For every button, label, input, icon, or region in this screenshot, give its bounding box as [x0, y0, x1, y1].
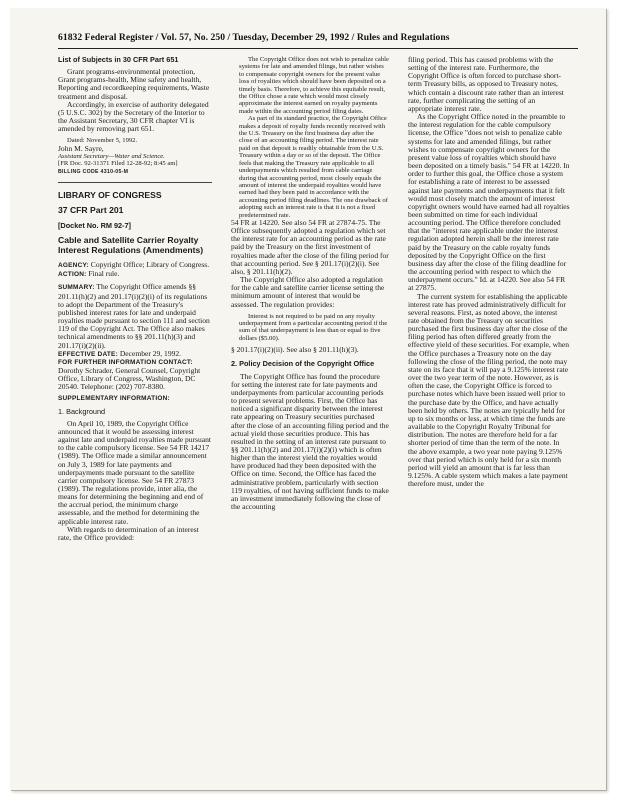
page-header: 61832 Federal Register / Vol. 57, No. 250 / Tuesday, December 29, 1992 / Rules and Regulations: [58, 32, 450, 43]
supplementary-label: SUPPLEMENTARY INFORMATION:: [58, 395, 170, 403]
col2-paragraph-4: The Copyright Office has found the procedure for setting the interest rate for late payments and underpayments from particular accounting periods to present several problems. First, the Office has noticed a significant disparity between the interest rate appearing on Treasury securities purchased after the close of an accounting filing period and the actual yield those securities produce. This has resulted in the setting of an interest rate pursuant to §§ 201.11(h)(2) and 201.17(i)(2)(i) which is often higher than the interest yield the royalties would have produced had they been deposited with the Office on time. Second, the Office has faced the administrative problem, particularly with section 119 royalties, of not having sufficient funds to make an investment immediately following the close of the accounting: [231, 371, 389, 512]
authority-text: Accordingly, in exercise of authority delegated (5 U.S.C. 302) by the Secretary of the Interior to the Assistant Secretary, 30 CFR chapter VI is amended by removing part 651.: [58, 99, 209, 134]
column-1: [58, 56, 212, 771]
col2-paragraph-3: § 201.17(i)(2)(ii). See also § 201.11(h)(3).: [231, 345, 359, 355]
block-quote-2: [231, 313, 389, 343]
column-3: [408, 56, 570, 771]
agency-label: AGENCY:: [58, 262, 89, 270]
background-heading: 1. Background: [58, 406, 106, 416]
quote-paragraph-2: As part of its standard practice, the Copyright Office makes a deposit of royalty funds recently received with the U.S. Treasury on the first business day after the close of an accounting filing period. The interest rate paid on that deposit is readily obtainable from the U.S. Treasury within a day or so of the deposit. The Office feels that making the Treasury rate applicable to all underpayments which resulted from cable carriage during that accounting period, most closely equals the amount of interest the underpaid royalties would have earned had they been paid in accordance with the accounting period filing deadlines. The one drawback of adopting such an interest rate is that it is not a fixed predetermined rate.: [239, 115, 388, 219]
agency-heading: LIBRARY OF CONGRESS: [58, 189, 162, 200]
block-quote-1: [231, 56, 389, 219]
col3-paragraph-1: filing period. This has caused problems with the setting of the interest rate. Furthermore, the Copyright Office is often forced to purchase short-term Treasury bills, as opposed to Treasury notes, which contain a discount rate rather than an interest rate, further complicating the setting of an appropriate interest rate.: [408, 56, 564, 113]
summary-text: The Copyright Office amends §§ 201.11(h)(2) and 201.17(i)(2)(i) of its regulations to adopt the Department of the Treasury's published interest rates for late and underpaid royalties made pursuant to section 111 and section 119 of the Copyright Act. The Office also makes technical amendments to §§ 201.11(h)(3) and 201.17(i)(2)(ii).: [58, 282, 210, 350]
col3-paragraph-3: The current system for establishing the applicable interest rate has proved administratively difficult for several reasons. First, as noted above, the interest rate obtained from the Treasury on securities purchased the first business day after the close of the filing period has often differed greatly from the effective yield of these securities. For example, when the Office purchases a Treasury note on the day following the close of the filing period, the note may state on its face that it will pay a 9.125% interest rate over the two year term of the note. However, as is often the case, the Copyright Office is forced to purchase notes which have been issued well prior to the purchase date by the Office, and have actually been held by others. The notes are typically held for up to six months or less, at which time the funds are available to the Copyright Royalty Tribunal for distribution. The notes are therefore held for a far shorter period of time than the term of the note. In the above example, a two year note paying 9.125% over that period which is only held for a six month period will yield an amount that is far less than 9.125%. A cable system which makes a late payment therefore must, under the: [408, 291, 570, 489]
background-paragraph-1: On April 10, 1989, the Copyright Office announced that it would be assessing interest against late and underpaid royalties made pursuant to the cable compulsory license. See 54 FR 14217 (1989). The Office made a similar announcement on July 3, 1989 for late payments and underpayments made pursuant to the satellite carrier compulsory license. See 54 FR 27873 (1989). The regulations provide, inter alia, the means for determining the beginning and end of the accrual period, the minimum charge assessable, and the method for determining the applicable interest rate.: [58, 418, 211, 526]
subjects-text: Grant programs-environmental protection, Grant programs-health, Mine safety and health, Reporting and recordkeeping requirements, Waste treatment and disposal.: [58, 67, 210, 101]
action-text: Final rule.: [88, 269, 120, 279]
cfr-part-heading: 37 CFR Part 201: [58, 205, 124, 216]
signer-title: Assistant Secretary—Water and Science.: [58, 152, 165, 160]
col3-paragraph-2: As the Copyright Office noted in the preamble to the interest regulation for the cable compulsory license, the Office "does not wish to penalize cable systems for late and amended filings, but rather wishes to compensate copyright owners for the present value loss of royalties which should have been deposited on a timely basis." 54 FR at 14220. In order to further this goal, the Office chose a system for establishing a rate of interest to be assessed against late payments and underpayments that it felt would most closely match the amount of interest copyright owners would have earned had all royalties been submitted on time for each individual accounting period. The Office therefore concluded that the "interest rate applicable under the interest regulation adopted herein shall be the interest rate paid by the Treasury on the cable royalty funds deposited by the Copyright Office on the first business day after the close of the filing deadline for the accounting period with respect to which the underpayment occurs." Id. at 14220. See also 54 FR at 27875.: [408, 112, 570, 293]
section-separator: [58, 182, 212, 183]
billing-code: BILLING CODE 4310-05-M: [58, 168, 129, 175]
col2-paragraph-1: 54 FR at 14220. See also 54 FR at 27874-75. The Office subsequently adopted a regulation which set the interest rate for an accounting period as the rate paid by the Treasury on the first investment of royalties made after the close of the filing period for that accounting period. See § 201.17(i)(2)(i). See also, § 201.11(h)(2).: [231, 217, 389, 276]
action-label: ACTION:: [58, 271, 87, 279]
column-2: [231, 56, 389, 771]
fr-doc-line: [FR Doc. 92-31371 Filed 12-28-92; 8:45 am]: [58, 160, 178, 168]
col2-paragraph-2: The Copyright Office also adopted a regulation for the cable and satellite carrier license setting the minimum amount of interest that would be assessed. The regulation provides:: [231, 275, 385, 309]
document-page: [10, 8, 606, 790]
effective-date-label: EFFECTIVE DATE:: [58, 350, 118, 358]
effective-date-text: December 29, 1992.: [119, 348, 182, 358]
dated-line: Dated: November 5, 1992.: [67, 137, 138, 145]
quote-paragraph-1: The Copyright Office does not wish to penalize cable systems for late and amended filings, but rather wishes to compensate copyright owners for the present value loss of royalties which should have been deposited on a timely basis. Therefore, to achieve this equitable result, the Office chose a rate which would most closely approximate the interest earned on royalty payments made within the accounting period filing dates.: [239, 56, 389, 115]
signer-name: John M. Sayre,: [58, 143, 104, 153]
quote-paragraph-3: Interest is not required to be paid on any royalty underpayment from a particular accounting period if the sum of that underpayment is less than or equal to five dollars ($5.00).: [239, 312, 388, 342]
rule-title: Cable and Satellite Carrier Royalty Interest Regulations (Amendments): [58, 235, 204, 255]
background-paragraph-2: With regards to determination of an interest rate, the Office provided:: [58, 524, 199, 542]
agency-text: Copyright Office; Library of Congress.: [90, 260, 210, 270]
header-rule: [58, 48, 578, 49]
contact-label: FOR FURTHER INFORMATION CONTACT:: [58, 358, 193, 366]
policy-heading: 2. Policy Decision of the Copyright Office: [231, 359, 375, 369]
summary-label: SUMMARY:: [58, 284, 95, 292]
contact-text: Dorothy Schrader, General Counsel, Copyright Office, Library of Congress, Washington, DC 20540. Telephone: (202) 707-8380.: [58, 365, 201, 392]
docket-number: [Docket No. RM 92-7]: [58, 220, 131, 230]
subjects-heading: List of Subjects in 30 CFR Part 651: [58, 56, 179, 64]
